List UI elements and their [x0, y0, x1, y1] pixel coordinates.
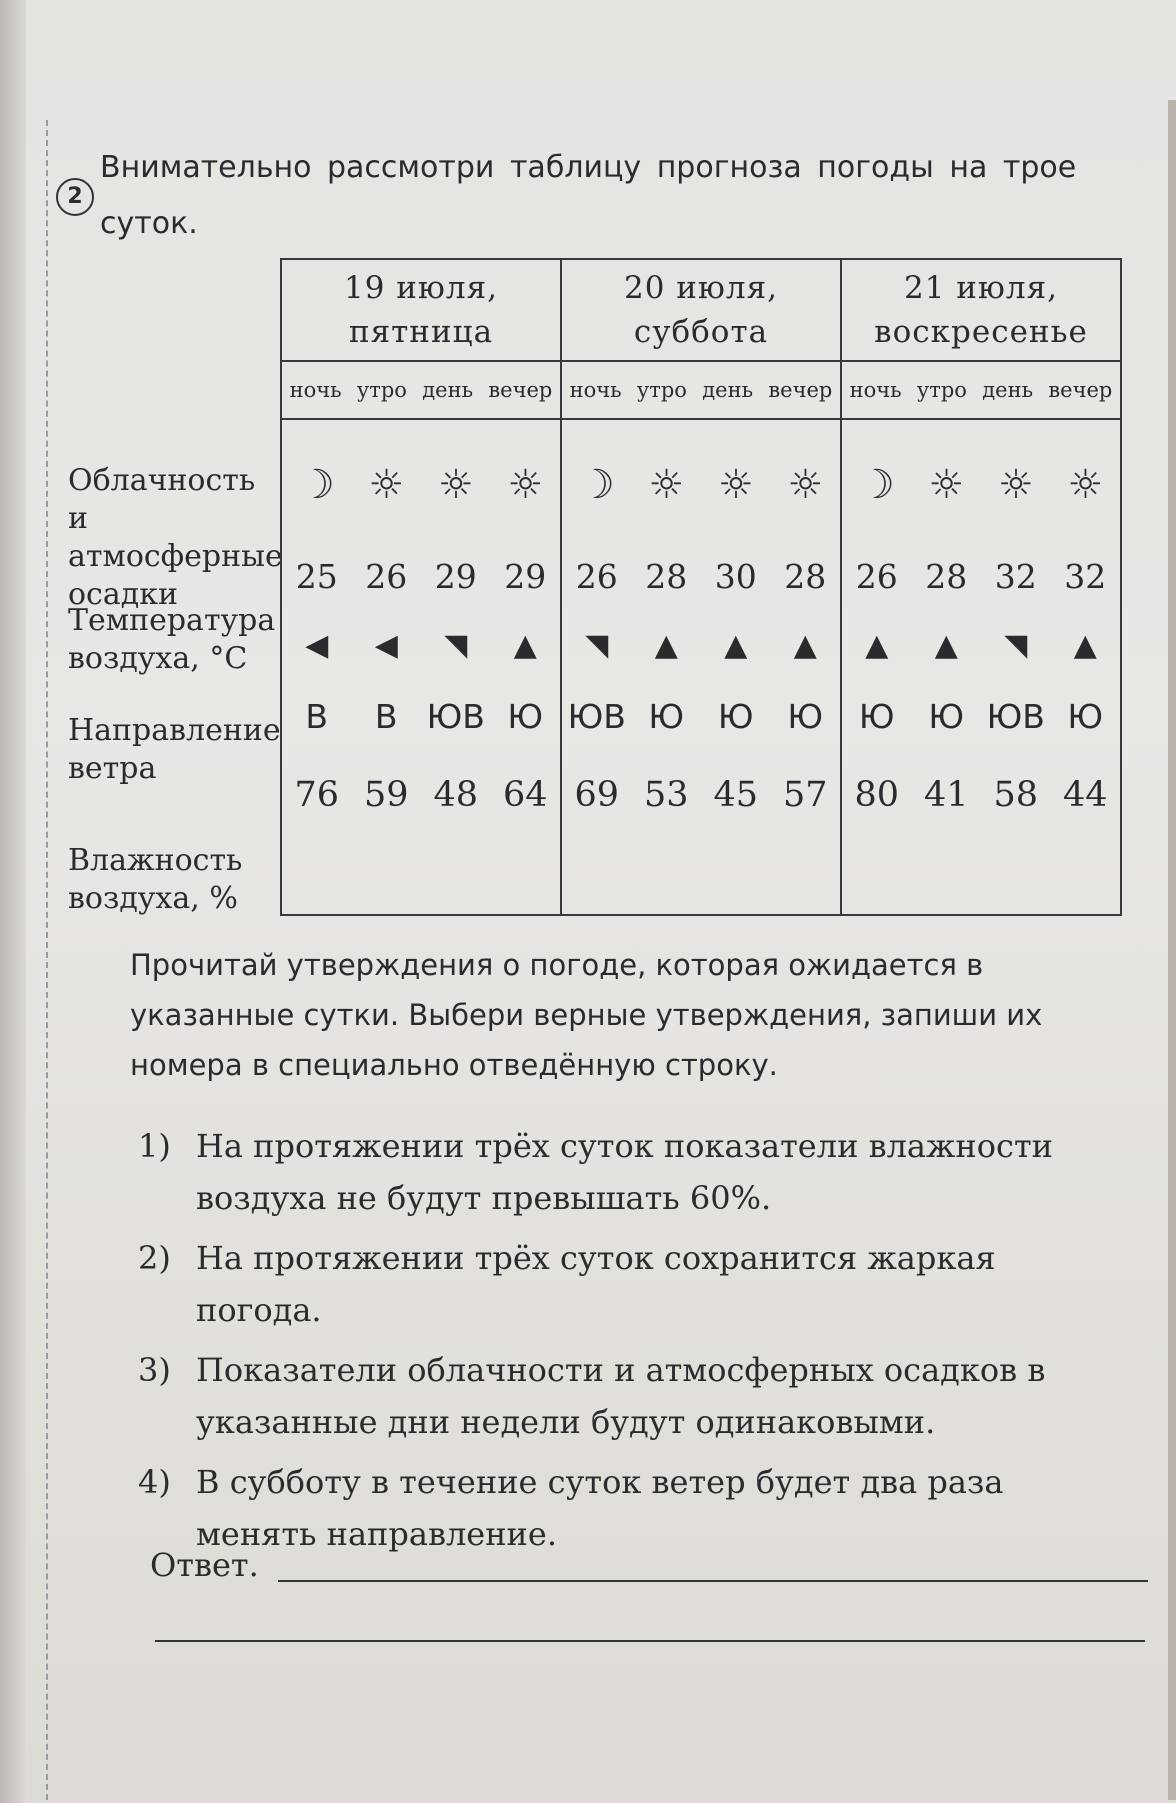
sun-icon: ☼ [1067, 462, 1104, 508]
statement-item [138, 1232, 1128, 1336]
sun-icon: ☼ [787, 462, 824, 508]
time-cell-group [841, 361, 1121, 419]
wind-direction-row [562, 678, 840, 756]
wind-arrow-row [562, 614, 840, 678]
humidity-value: 48 [433, 775, 479, 815]
arrow-from-east-icon: ◀ [374, 628, 398, 663]
temperature-value: 32 [994, 557, 1037, 596]
humidity-row [282, 756, 560, 834]
row-label-wind: Направление ветра [68, 713, 281, 786]
moon-icon: ☽ [578, 462, 615, 508]
row-label-clouds: Облачность и атмосферные осадки [68, 463, 283, 612]
temperature-value: 28 [784, 557, 827, 596]
temperature-value: 30 [714, 557, 757, 596]
wind-direction-value: ЮВ [567, 697, 626, 736]
humidity-value: 44 [1062, 775, 1108, 815]
day-header [281, 259, 561, 361]
humidity-value: 76 [294, 775, 340, 815]
statement-text: В субботу в течение суток ветер будет два раза менять направление. [196, 1463, 1004, 1553]
day-date: 21 июля, [903, 270, 1059, 306]
temperature-value: 28 [645, 557, 688, 596]
wind-arrow-row [282, 614, 560, 678]
temperature-row [562, 540, 840, 614]
time-label: вечер [768, 378, 833, 402]
day-date: 19 июля, [343, 270, 499, 306]
arrow-from-south-icon: ▲ [1073, 628, 1097, 663]
wind-direction-value: Ю [858, 697, 895, 736]
wind-direction-value: В [305, 697, 329, 736]
time-label: утро [356, 378, 407, 402]
time-of-day-row [281, 361, 1121, 419]
time-label: утро [916, 378, 967, 402]
day-date: 20 июля, [623, 270, 779, 306]
next-page-edge [1168, 100, 1176, 1800]
arrow-from-southeast-icon: ◥ [1004, 628, 1028, 663]
humidity-value: 80 [854, 775, 900, 815]
day-column [561, 419, 841, 915]
time-label: день [702, 378, 754, 402]
sun-icon: ☼ [507, 462, 544, 508]
temperature-row [282, 540, 560, 614]
temperature-value: 29 [504, 557, 547, 596]
humidity-row [562, 756, 840, 834]
temperature-value: 26 [575, 557, 618, 596]
sun-icon: ☼ [997, 462, 1034, 508]
wind-direction-value: Ю [928, 697, 965, 736]
statement-number: 3) [138, 1351, 171, 1389]
arrow-from-south-icon: ▲ [934, 628, 958, 663]
humidity-value: 59 [363, 775, 409, 815]
humidity-value: 64 [502, 775, 548, 815]
wind-direction-row [282, 678, 560, 756]
cloud-icons-row [842, 430, 1120, 540]
answer-line[interactable] [278, 1580, 1148, 1582]
cut-line [46, 120, 48, 1800]
humidity-value: 58 [993, 775, 1039, 815]
statement-list [138, 1120, 1128, 1568]
temperature-value: 26 [855, 557, 898, 596]
answer-line[interactable] [155, 1640, 1145, 1642]
statement-item [138, 1344, 1128, 1448]
arrow-from-south-icon: ▲ [654, 628, 678, 663]
day-header [841, 259, 1121, 361]
wind-direction-value: Ю [717, 697, 754, 736]
temperature-value: 26 [365, 557, 408, 596]
day-header-row [281, 259, 1121, 361]
sun-icon: ☼ [928, 462, 965, 508]
temperature-value: 29 [434, 557, 477, 596]
statement-text: На протяжении трёх суток сохранится жаркая погода. [196, 1239, 996, 1329]
wind-direction-value: В [374, 697, 398, 736]
arrow-from-east-icon: ◀ [305, 628, 329, 663]
humidity-row [842, 756, 1120, 834]
moon-icon: ☽ [858, 462, 895, 508]
day-column [281, 419, 561, 915]
time-label: ночь [289, 378, 342, 402]
arrow-from-south-icon: ▲ [793, 628, 817, 663]
day-header [561, 259, 841, 361]
row-label-temperature: Температура воздуха, °С [68, 603, 276, 676]
question-intro: Внимательно рассмотри таблицу прогноза погоды на трое суток. [100, 150, 1077, 241]
time-cell-group [281, 361, 561, 419]
row-label-humidity: Влажность воздуха, % [68, 843, 243, 916]
statement-text: На протяжении трёх суток показатели влажности воздуха не будут превышать 60%. [196, 1127, 1053, 1217]
arrow-from-southeast-icon: ◥ [444, 628, 468, 663]
statement-text: Показатели облачности и атмосферных осадков в указанные дни недели будут одинаковыми. [196, 1351, 1046, 1441]
forecast-body-row [281, 419, 1121, 915]
humidity-value: 45 [713, 775, 759, 815]
wind-direction-value: Ю [507, 697, 544, 736]
question-number: 2 [56, 178, 94, 216]
time-label: ночь [849, 378, 902, 402]
instruction-text: Прочитай утверждения о погоде, которая ожидается в указанные сутки. Выбери верные утверждения, запиши их номера в специально отведённую строку. [130, 948, 1043, 1082]
sun-icon: ☼ [437, 462, 474, 508]
temperature-value: 32 [1064, 557, 1107, 596]
sun-icon: ☼ [368, 462, 405, 508]
time-label: день [422, 378, 474, 402]
wind-direction-value: ЮВ [986, 697, 1045, 736]
humidity-value: 53 [643, 775, 689, 815]
arrow-from-south-icon: ▲ [724, 628, 748, 663]
humidity-value: 41 [923, 775, 969, 815]
time-label: вечер [1048, 378, 1113, 402]
day-weekday: воскресенье [874, 314, 1088, 350]
cloud-icons-row [282, 430, 560, 540]
statement-number: 4) [138, 1463, 171, 1501]
time-label: вечер [488, 378, 553, 402]
day-weekday: суббота [633, 314, 769, 350]
cloud-icons-row [562, 430, 840, 540]
wind-direction-value: Ю [787, 697, 824, 736]
day-column [841, 419, 1121, 915]
sun-icon: ☼ [717, 462, 754, 508]
arrow-from-southeast-icon: ◥ [585, 628, 609, 663]
arrow-from-south-icon: ▲ [513, 628, 537, 663]
time-label: день [982, 378, 1034, 402]
humidity-value: 57 [782, 775, 828, 815]
humidity-value: 69 [574, 775, 620, 815]
wind-arrow-row [842, 614, 1120, 678]
temperature-value: 25 [295, 557, 338, 596]
weather-forecast-table [280, 258, 1122, 916]
time-label: ночь [569, 378, 622, 402]
wind-direction-row [842, 678, 1120, 756]
statement-item [138, 1120, 1128, 1224]
time-cell-group [561, 361, 841, 419]
answer-label: Ответ. [150, 1546, 259, 1584]
book-gutter-shadow [0, 0, 26, 1803]
moon-icon: ☽ [298, 462, 335, 508]
statement-item [138, 1456, 1128, 1560]
sun-icon: ☼ [648, 462, 685, 508]
wind-direction-value: Ю [648, 697, 685, 736]
statement-number: 2) [138, 1239, 171, 1277]
statement-number: 1) [138, 1127, 171, 1165]
time-label: утро [636, 378, 687, 402]
arrow-from-south-icon: ▲ [865, 628, 889, 663]
temperature-row [842, 540, 1120, 614]
day-weekday: пятница [348, 314, 494, 350]
temperature-value: 28 [925, 557, 968, 596]
wind-direction-value: ЮВ [426, 697, 485, 736]
wind-direction-value: Ю [1067, 697, 1104, 736]
